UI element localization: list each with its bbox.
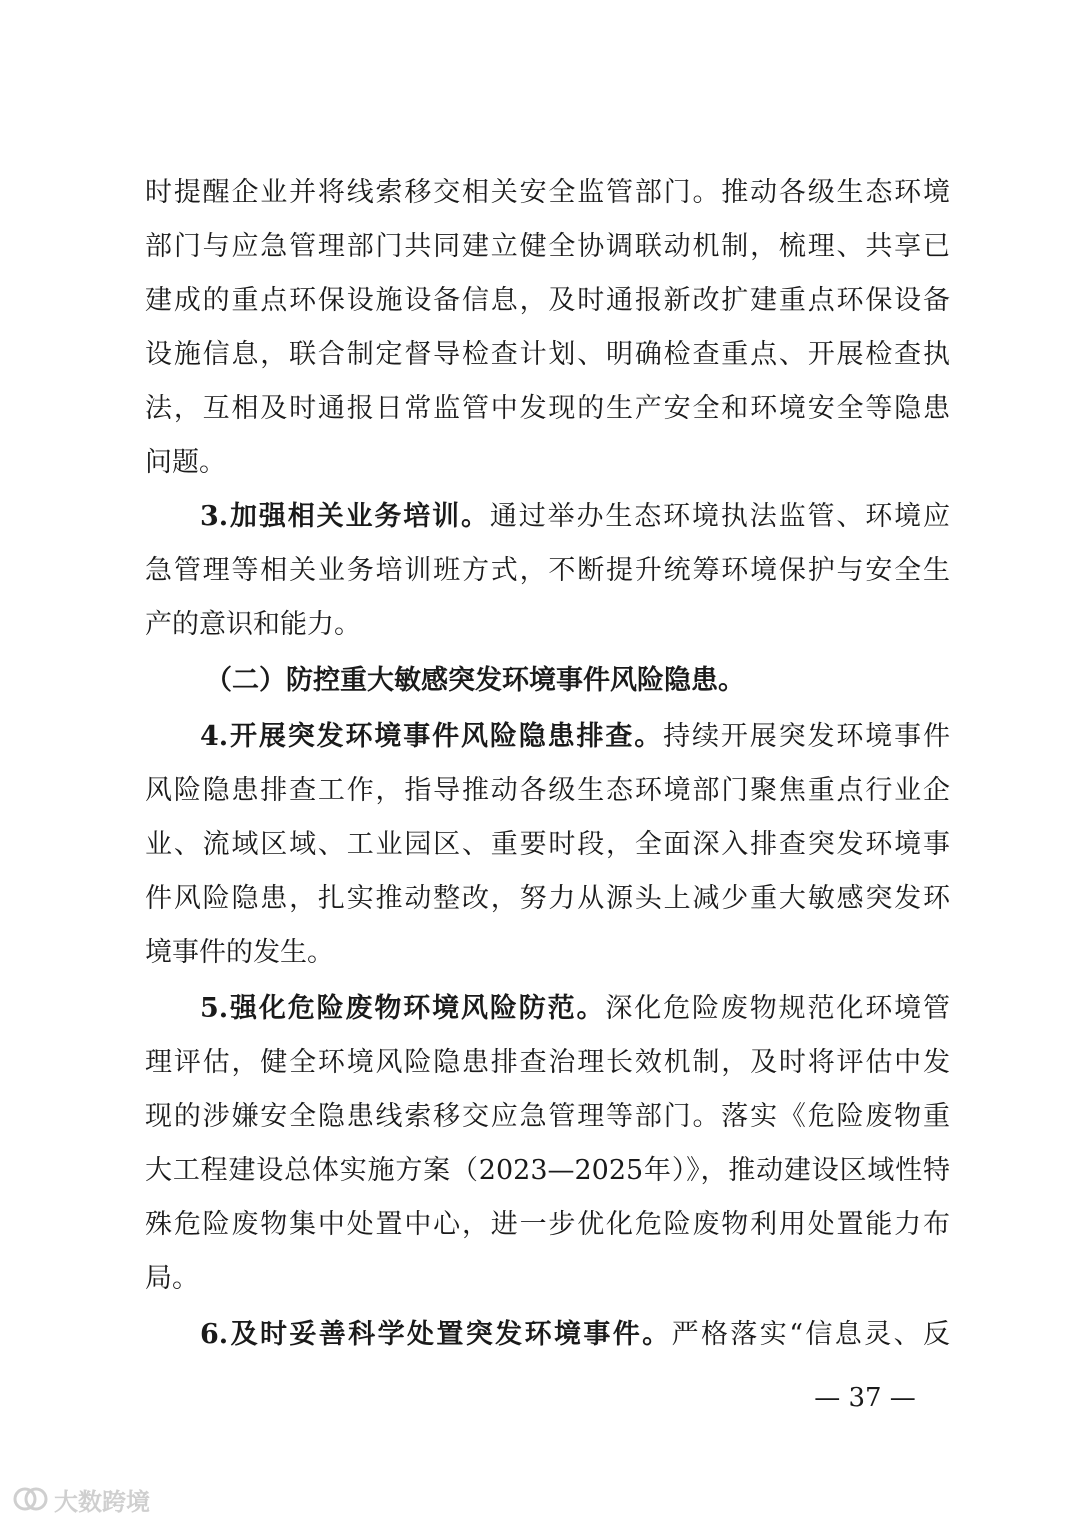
- page-number: — 37 —: [814, 1383, 916, 1413]
- paragraph-first-line: [200, 1315, 950, 1355]
- section-heading: （二）防控重大敏感突发环境事件风险隐患。: [205, 665, 745, 696]
- item-text: 通过举办生态环境执法监管、环境应: [489, 501, 951, 532]
- paragraph-line: 理评估，健全环境风险隐患排查治理长效机制，及时将评估中发: [145, 1047, 950, 1078]
- paragraph-line: 产的意识和能力。: [145, 609, 361, 640]
- item-title: 4.开展突发环境事件风险隐患排查。: [200, 721, 664, 752]
- watermark-text: 大数跨境: [54, 1487, 150, 1516]
- watermark: [12, 1484, 150, 1514]
- paragraph-line: 殊危险废物集中处置中心，进一步优化危险废物利用处置能力布: [145, 1209, 950, 1240]
- item-title: 5.强化危险废物环境风险防范。: [200, 993, 606, 1024]
- paragraph-line: 时提醒企业并将线索移交相关安全监管部门。推动各级生态环境: [145, 177, 950, 208]
- paragraph-line: 法，互相及时通报日常监管中发现的生产安全和环境安全等隐患: [145, 393, 950, 424]
- paragraph-line: 局。: [145, 1263, 199, 1294]
- watermark-logo-icon: [12, 1486, 48, 1512]
- paragraph-line: 境事件的发生。: [145, 937, 334, 968]
- item-title: 3.加强相关业务培训。: [200, 501, 490, 532]
- item-title: 6.及时妥善科学处置突发环境事件。: [200, 1319, 672, 1350]
- item-text: 严格落实“信息灵、反: [671, 1319, 950, 1350]
- paragraph-line: 大工程建设总体实施方案（2023—2025年）》，推动建设区域性特: [145, 1155, 950, 1186]
- item-text: 持续开展突发环境事件: [663, 721, 951, 752]
- paragraph-line: 现的涉嫌安全隐患线索移交应急管理等部门。落实《危险废物重: [145, 1101, 950, 1132]
- paragraph-line: 急管理等相关业务培训班方式，不断提升统筹环境保护与安全生: [145, 555, 950, 586]
- paragraph-line: 件风险隐患，扎实推动整改，努力从源头上减少重大敏感突发环: [145, 883, 950, 914]
- paragraph-first-line: [200, 717, 950, 757]
- paragraph-first-line: [200, 497, 950, 537]
- paragraph-line: 建成的重点环保设施设备信息，及时通报新改扩建重点环保设备: [145, 285, 950, 316]
- paragraph-line: 业、流域区域、工业园区、重要时段，全面深入排查突发环境事: [145, 829, 950, 860]
- paragraph-line: 部门与应急管理部门共同建立健全协调联动机制，梳理、共享已: [145, 231, 950, 262]
- paragraph-first-line: [200, 989, 950, 1029]
- paragraph-line: 问题。: [145, 447, 226, 478]
- item-text: 深化危险废物规范化环境管: [605, 993, 951, 1024]
- paragraph-line: 设施信息，联合制定督导检查计划、明确检查重点、开展检查执: [145, 339, 950, 370]
- paragraph-line: 风险隐患排查工作，指导推动各级生态环境部门聚焦重点行业企: [145, 775, 950, 806]
